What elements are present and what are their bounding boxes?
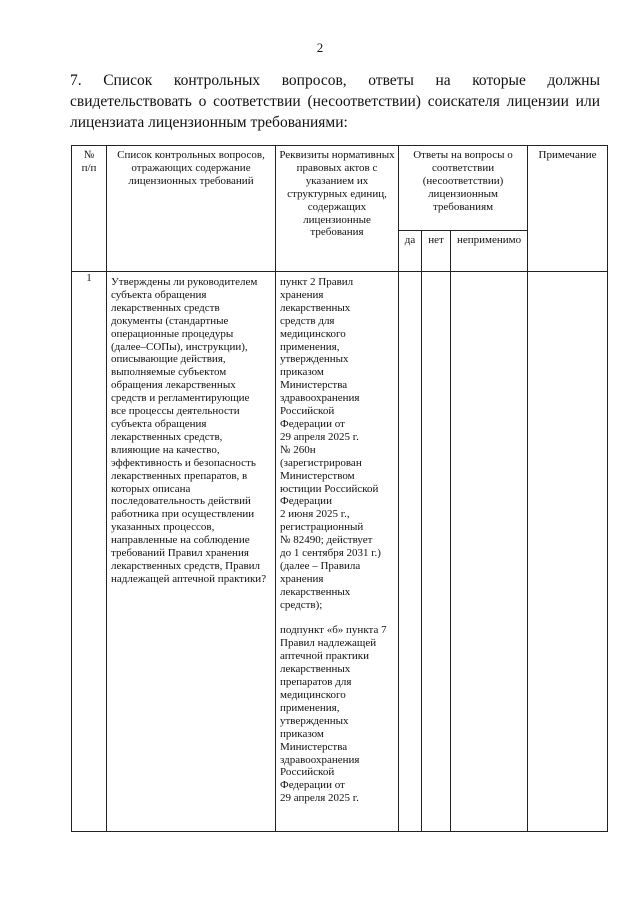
table-row: [72, 272, 608, 832]
requirements-table: [71, 145, 608, 832]
heading-word: Список: [103, 72, 153, 89]
heading-word: ответы: [368, 72, 414, 89]
header-questions: Список контрольных вопросов, отражающих содержание лицензионных требований: [107, 146, 276, 272]
section-heading: [70, 70, 600, 133]
question-cell: [107, 272, 276, 832]
row-number: 1: [72, 272, 107, 832]
requisites-text: пункт 2 Правил хранения лекарственных средств для медицинского применения, утвержденных приказом Министерства здравоохранения Российской Федерации от 29 апреля 2025 г. № 260н (зарегистрирован Министерством юстиции Российской Федерации 2 июня 2025 г., регистрационный № 82490; действует до 1 сентября 2031 г.) (далее – Правила хранения лекарственных средств); подпункт «б» пункта 7 Правил надлежащей аптечной практики лекарственных препаратов для медицинского применения, утвержденных приказом Министерства здравоохранения Российской Федерации от 29 апреля 2025 г.: [280, 276, 387, 805]
heading-line-3: лицензиата лицензионным требованиями:: [70, 114, 348, 131]
table-header-row: [72, 146, 608, 231]
heading-line-2: свидетельствовать о соответствии (несоответствии) соискателя лицензии или: [70, 93, 600, 110]
header-no: нет: [422, 231, 451, 272]
header-requisites: Реквизиты нормативных правовых актов с указанием их структурных единиц, содержащих лицензионные требования: [276, 146, 399, 272]
heading-word: вопросов,: [281, 72, 347, 89]
header-num: № п/п: [72, 146, 107, 272]
header-yes: да: [399, 231, 422, 272]
heading-word: которые: [472, 72, 526, 89]
heading-line-1: [70, 70, 600, 91]
requisites-cell: [276, 272, 399, 832]
header-answers: Ответы на вопросы о соответствии (несоответствии) лицензионным требованиям: [399, 146, 528, 231]
question-text: Утверждены ли руководителем субъекта обращения лекарственных средств документы (стандартные операционные процедуры (далее–СОПы), инструкции), описывающие действия, выполняемые субъектом обращения лекарственных средств и регламентирующие все процессы деятельности субъекта обращения лекарственных средств, влияющие на качество, эффективность и безопасность лекарственных препаратов, в которых описана последовательность действий работника при осуществлении указанных процессов, направленные на соблюдение требований Правил хранения лекарственных средств, Правил надлежащей аптечной практики?: [111, 276, 267, 585]
header-note: Примечание: [528, 146, 608, 272]
answer-not-applicable-cell: [451, 272, 528, 832]
heading-number: 7.: [70, 72, 82, 89]
note-cell: [528, 272, 608, 832]
page-number: 2: [316, 40, 324, 55]
answer-no-cell: [422, 272, 451, 832]
heading-word: на: [435, 72, 451, 89]
header-not-applicable: неприменимо: [451, 231, 528, 272]
heading-word: должны: [547, 72, 600, 89]
heading-word: контрольных: [173, 72, 261, 89]
answer-yes-cell: [399, 272, 422, 832]
